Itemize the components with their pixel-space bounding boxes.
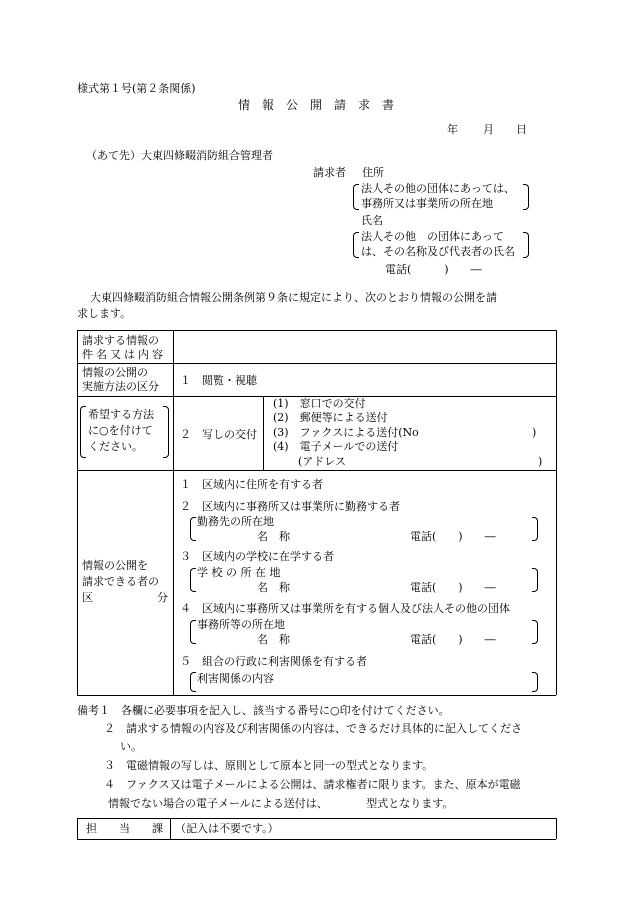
q4-name: 名 称 bbox=[257, 633, 290, 646]
hope-line-3: ください。 bbox=[88, 440, 143, 453]
address-note-2: 事務所又は事業所の所在地 bbox=[361, 197, 493, 210]
date-day: 日 bbox=[516, 123, 527, 136]
department-value: （記入は不要です。） bbox=[175, 822, 279, 835]
sub-method-1: (1) 窓口での交付 bbox=[273, 397, 366, 410]
q3-phone: 電話( ) ― bbox=[410, 581, 496, 594]
q4-bracket-right bbox=[532, 620, 538, 644]
row1-label-2: 件名又は内容 bbox=[82, 348, 166, 361]
address-note-bracket-right bbox=[523, 184, 529, 210]
qualifier-4: ４ 区域内に事務所又は事業所を有する個人及び法人その他の団体 bbox=[180, 602, 510, 615]
q4-location: 事務所等の所在地 bbox=[197, 618, 285, 631]
intro-line-1: 大東四條畷消防組合情報公開条例第９条に規定により、次のとおり情報の公開を請 bbox=[90, 291, 497, 304]
row2-label-2: 実施方法の区分 bbox=[82, 380, 159, 393]
q5-interest: 利害関係の内容 bbox=[197, 672, 274, 685]
row1-label-1: 請求する情報の bbox=[82, 334, 159, 347]
intro-line-2: 求します。 bbox=[77, 307, 132, 320]
qualifier-5: ５ 組合の行政に利害関係を有する者 bbox=[180, 655, 367, 668]
q2-phone: 電話( ) ― bbox=[410, 530, 496, 543]
sub-method-4-address: (アドレス bbox=[298, 455, 346, 468]
name-note-1: 法人その他 の団体にあって bbox=[361, 230, 504, 243]
qualifier-1: １ 区域内に住所を有する者 bbox=[180, 478, 323, 491]
name-note-2: は、その名称及び代表者の氏名 bbox=[361, 245, 515, 258]
hope-bracket-left bbox=[80, 406, 86, 458]
name-label: 氏名 bbox=[361, 214, 383, 227]
q4-bracket-left bbox=[190, 620, 196, 644]
address-note-1: 法人その他の団体にあっては、 bbox=[361, 182, 515, 195]
name-note-bracket-right bbox=[523, 232, 529, 258]
hope-bracket-right bbox=[163, 406, 169, 458]
sub-method-4: (4) 電子メールでの送付 bbox=[273, 440, 399, 453]
date-month: 月 bbox=[483, 123, 494, 136]
note-4b: 情報でない場合の電子メールによる送付は、 型式となります。 bbox=[108, 797, 454, 810]
qualifier-2: ２ 区域内に事務所又は事業所に勤務する者 bbox=[180, 500, 400, 513]
note-4a: ４ ファクス又は電子メールによる公開は、請求権者に限ります。また、原本が電磁 bbox=[104, 778, 521, 791]
sub-method-3-end: ) bbox=[532, 426, 537, 439]
row3-label-1: 情報の公開を bbox=[82, 559, 148, 572]
sub-method-4-end: ) bbox=[538, 455, 543, 468]
date-year: 年 bbox=[447, 123, 458, 136]
q3-bracket-left bbox=[190, 568, 196, 592]
q4-phone: 電話( ) ― bbox=[410, 633, 496, 646]
q5-bracket-left bbox=[190, 672, 196, 692]
note-3: ３ 電磁情報の写しは、原則として原本と同一の型式となります。 bbox=[104, 759, 434, 772]
note-2b: い。 bbox=[120, 740, 142, 753]
q3-name: 名 称 bbox=[257, 581, 290, 594]
q2-location: 勤務先の所在地 bbox=[197, 515, 274, 528]
q3-bracket-right bbox=[532, 568, 538, 592]
name-note-bracket-left bbox=[353, 232, 359, 258]
note-1: 備考１ 各欄に必要事項を記入し、該当する番号に○印を付けてください。 bbox=[77, 704, 450, 717]
hope-line-1: 希望する方法 bbox=[88, 408, 154, 421]
requester-phone: 電話( ) ― bbox=[385, 263, 482, 276]
q2-bracket-left bbox=[190, 517, 196, 541]
addressee: （あて先）大東四條畷消防組合管理者 bbox=[86, 149, 273, 162]
q2-bracket-right bbox=[532, 517, 538, 541]
q2-name: 名 称 bbox=[257, 530, 290, 543]
q5-bracket-right bbox=[532, 672, 538, 692]
method-2-copy: ２ 写しの交付 bbox=[180, 428, 257, 441]
hope-line-2: に○を付けて bbox=[88, 424, 153, 437]
requester-label: 請求者 bbox=[313, 166, 346, 179]
q3-location: 学 校 の 所 在 地 bbox=[197, 566, 281, 579]
row2-label-1: 情報の公開の bbox=[82, 366, 148, 379]
sub-method-3: (3) ファクスによる送付(No bbox=[273, 426, 419, 439]
department-label: 担 当 課 bbox=[86, 822, 163, 835]
row3-label-3a: 区 bbox=[82, 591, 93, 604]
row3-label-2: 請求できる者の bbox=[82, 575, 159, 588]
method-1-view: １ 閲覧・視聴 bbox=[180, 374, 257, 387]
row3-label-3b: 分 bbox=[157, 591, 168, 604]
qualifier-3: ３ 区域内の学校に在学する者 bbox=[180, 550, 334, 563]
address-label: 住所 bbox=[362, 166, 384, 179]
address-note-bracket-left bbox=[353, 184, 359, 210]
form-number: 様式第１号(第２条関係) bbox=[77, 82, 196, 95]
page-title: 情 報 公 開 請 求 書 bbox=[238, 98, 395, 112]
note-2a: ２ 請求する情報の内容及び利害関係の内容は、できるだけ具体的に記入してくださ bbox=[104, 722, 522, 735]
sub-method-2: (2) 郵便等による送付 bbox=[273, 411, 388, 424]
